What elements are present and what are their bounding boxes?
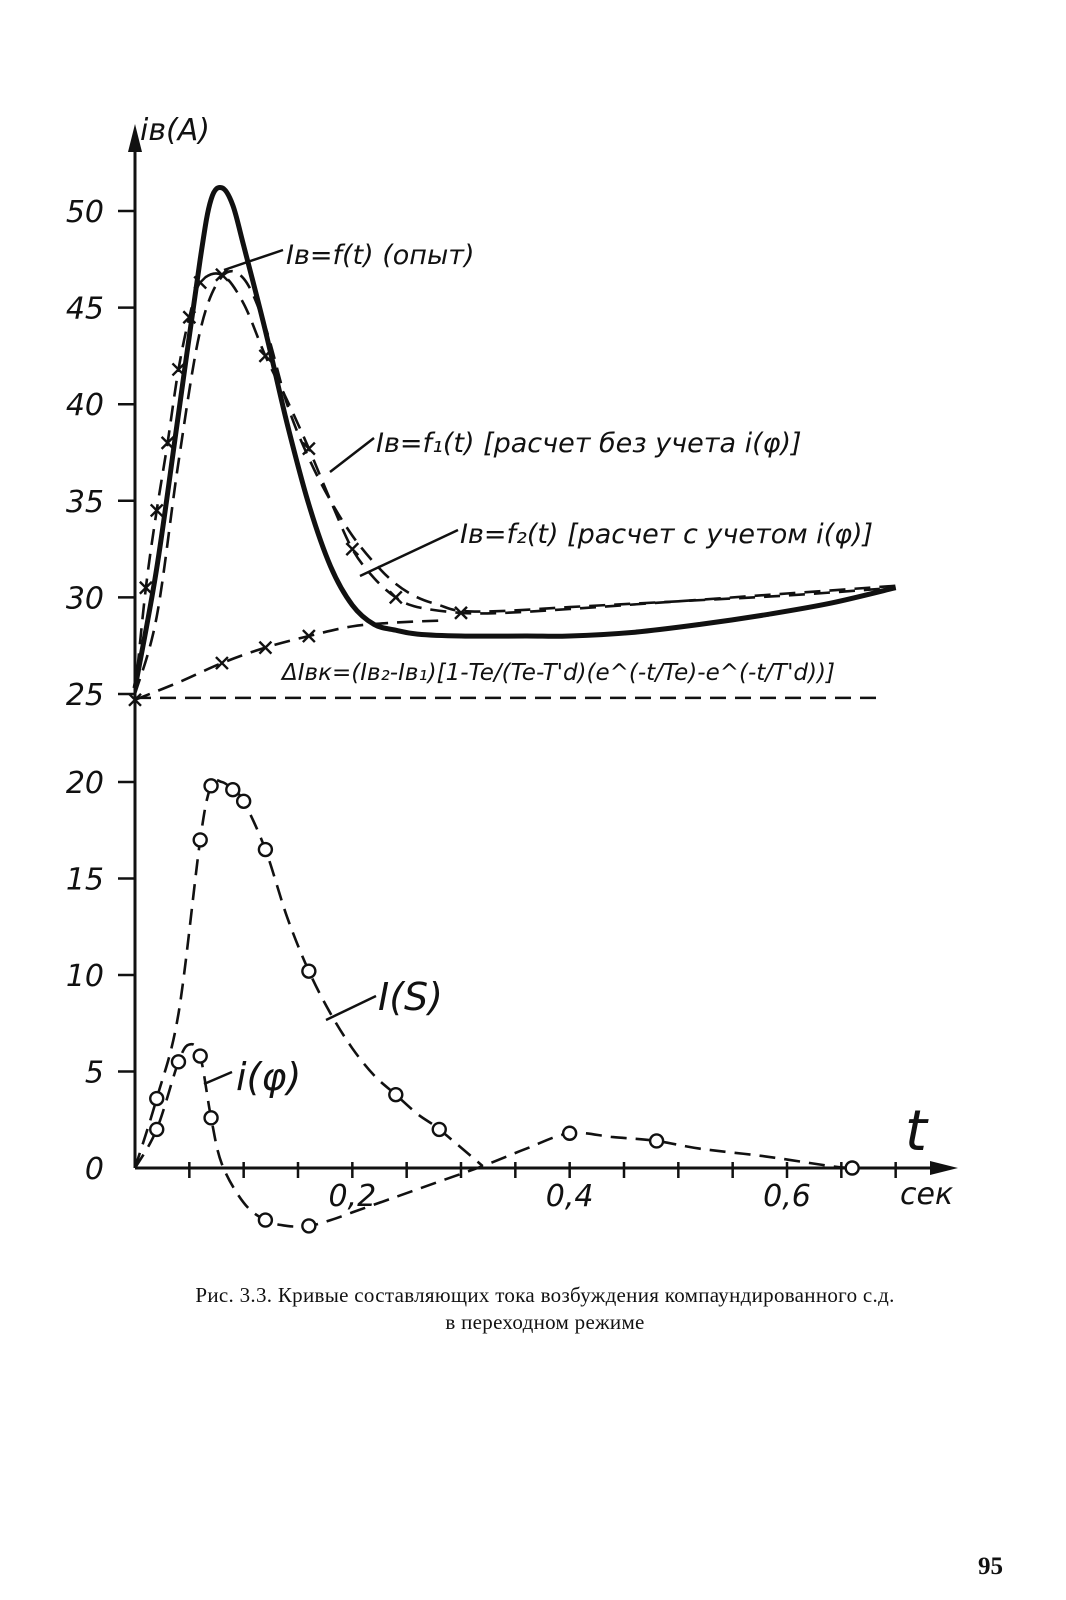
y-tick-label-lower: 5 <box>84 1055 104 1091</box>
series-point-4 <box>205 779 218 792</box>
pointer-iphi <box>204 1072 232 1084</box>
series-point-4 <box>259 843 272 856</box>
ticks <box>66 195 896 1214</box>
series-point-4 <box>194 833 207 846</box>
series-point-5 <box>650 1134 663 1147</box>
series-line-2 <box>135 273 896 694</box>
y-tick-label-upper: 35 <box>65 484 104 520</box>
y-tick-label-lower: 15 <box>65 862 104 898</box>
x-tick-label: 0,4 <box>545 1179 594 1214</box>
pointer-f <box>224 250 283 270</box>
x-axis-label: t <box>905 1099 927 1164</box>
x-tick-label: 0,2 <box>328 1179 377 1214</box>
series-point-2 <box>390 591 402 603</box>
figure-caption <box>40 1282 1050 1336</box>
labels <box>140 113 953 1212</box>
series-point-5 <box>302 1219 315 1232</box>
series-point-5 <box>259 1214 272 1227</box>
x-tick-label: 0,6 <box>763 1179 811 1214</box>
series-point-4 <box>302 965 315 978</box>
y-tick-label-lower: 0 <box>84 1152 104 1187</box>
caption-line-2: в переходном режиме <box>445 1310 645 1334</box>
series-point-5 <box>846 1162 859 1175</box>
y-tick-label-upper: 45 <box>65 291 104 327</box>
y-tick-label-upper: 50 <box>65 195 104 230</box>
series-point-5 <box>194 1050 207 1063</box>
series-point-3 <box>216 657 228 669</box>
pointer-IS <box>326 996 376 1020</box>
caption-line-1: Рис. 3.3. Кривые составляющих тока возбуждения компаундированного с.д. <box>195 1283 895 1307</box>
series-point-4 <box>226 783 239 796</box>
x-unit-label: сек <box>900 1177 954 1212</box>
series-point-5 <box>205 1111 218 1124</box>
label-delta-formula: ΔIвк=(Iв₂-Iв₁)[1-Te/(Te-T'd)(e^(-t/Te)-e^(-t/T'd))] <box>282 660 835 686</box>
series-point-5 <box>172 1055 185 1068</box>
y-axis-label: iв(A) <box>140 113 210 148</box>
page-number: 95 <box>978 1553 1003 1580</box>
series-line-1 <box>135 271 896 694</box>
label-iphi: i(φ) <box>236 1055 302 1099</box>
y-tick-label-upper: 30 <box>65 581 104 617</box>
label-f1: Iв=f₁(t) [расчет без учета i(φ)] <box>376 428 802 459</box>
series-point-4 <box>433 1123 446 1136</box>
series-point-2 <box>346 543 358 555</box>
label-f: Iв=f(t) (опыт) <box>286 240 475 271</box>
series-point-5 <box>150 1123 163 1136</box>
label-IS: I(S) <box>378 975 443 1019</box>
series-point-5 <box>563 1127 576 1140</box>
series-point-4 <box>389 1088 402 1101</box>
x-axis-arrow <box>930 1161 958 1175</box>
y-tick-label-lower: 10 <box>65 959 104 994</box>
y-tick-label-upper: 40 <box>65 388 104 424</box>
y-tick-label-lower: 20 <box>65 766 104 801</box>
pointer-f1 <box>330 438 374 472</box>
series-point-4 <box>237 795 250 808</box>
label-f2: Iв=f₂(t) [расчет с учетом i(φ)] <box>460 519 874 550</box>
pointer-f2 <box>360 530 458 576</box>
series-point-4 <box>150 1092 163 1105</box>
y-tick-label-upper: 25 <box>65 678 104 713</box>
